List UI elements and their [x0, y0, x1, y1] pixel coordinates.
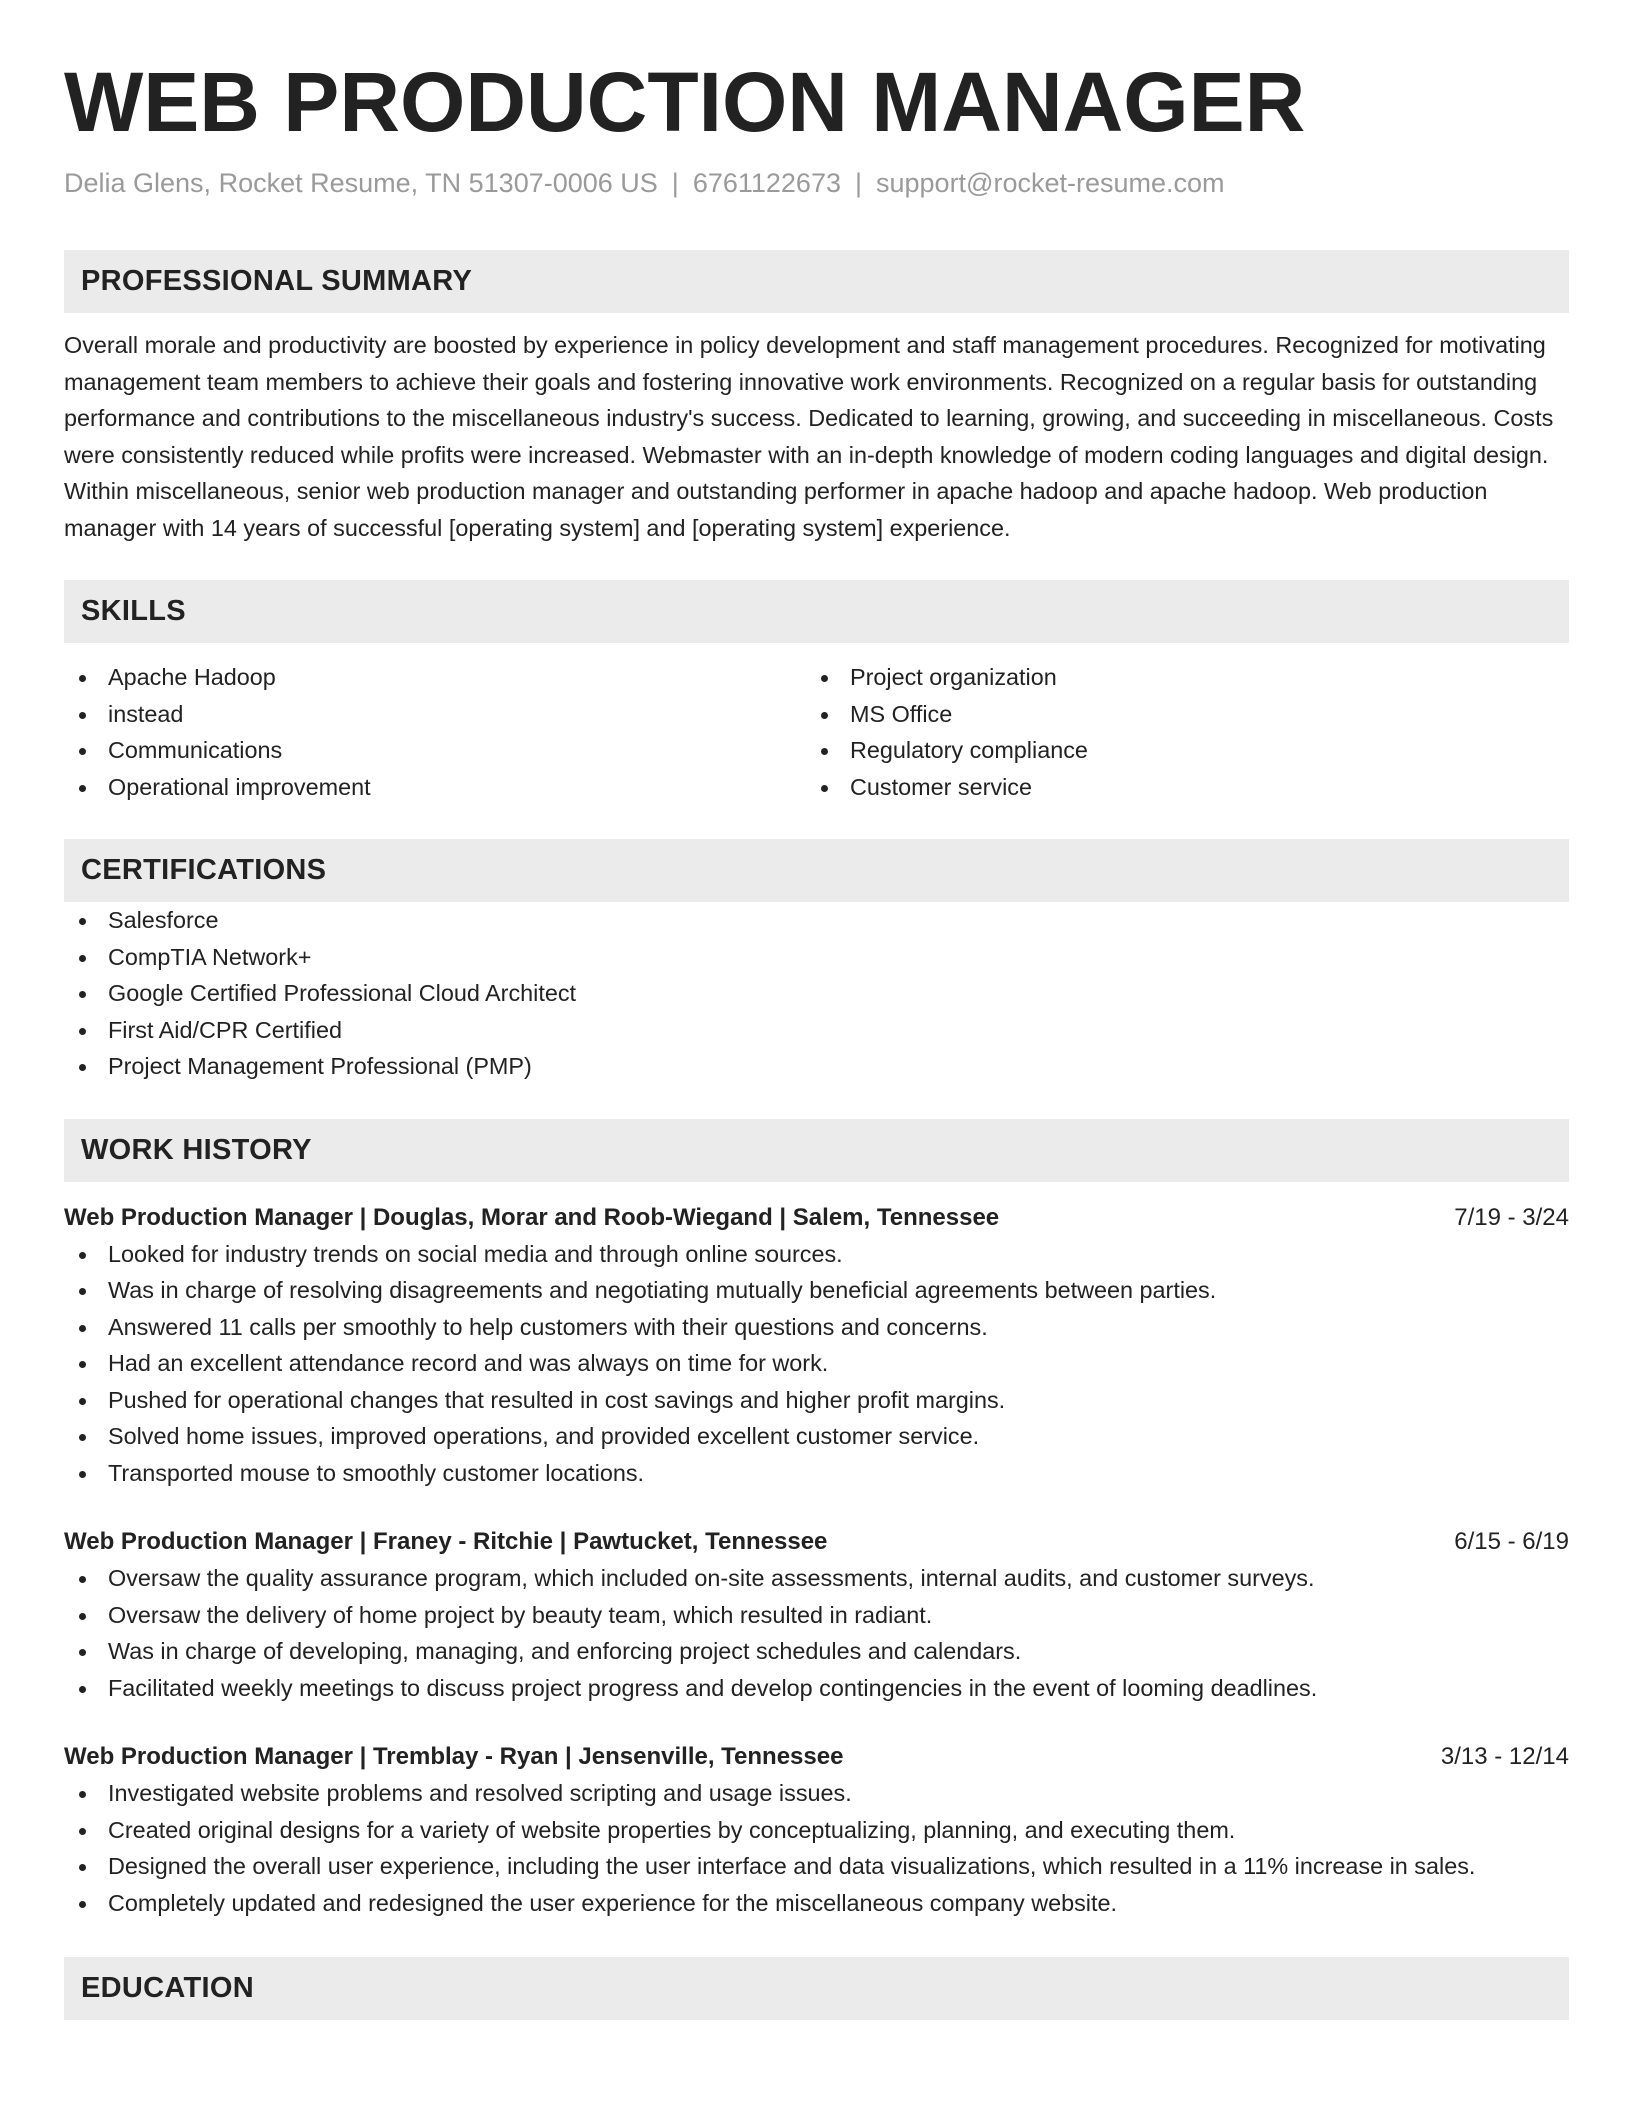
job-entry — [64, 1524, 1569, 1706]
skills-heading: SKILLS — [64, 580, 1569, 643]
certification-item: Project Management Professional (PMP) — [64, 1048, 1569, 1085]
job-dates: 3/13 - 12/14 — [1440, 1743, 1569, 1770]
skills-column-left — [64, 659, 806, 805]
job-entry — [64, 1200, 1569, 1492]
skills-grid — [64, 659, 1569, 805]
education-heading: EDUCATION — [64, 1957, 1569, 2020]
job-entry — [64, 1739, 1569, 1921]
contact-separator: | — [671, 168, 679, 198]
job-header — [64, 1524, 1569, 1560]
job-header — [64, 1739, 1569, 1775]
contact-email[interactable]: support@rocket-resume.com — [876, 168, 1225, 198]
skills-column-right — [806, 659, 1548, 805]
certification-item: Google Certified Professional Cloud Architect — [64, 975, 1569, 1012]
summary-text: Overall morale and productivity are boosted by experience in policy development and staff management procedures. Recognized for motivating management team members to achieve their goals and fostering innovative work environments. Recognized on a regular basis for outstanding performance and contributions to the miscellaneous industry's success. Dedicated to learning, growing, and succeeding in miscellaneous. Costs were consistently reduced while profits were increased. Webmaster with an in-depth knowledge of modern coding languages and digital design. Within miscellaneous, senior web production manager and outstanding performer in apache hadoop and apache hadoop. Web production manager with 14 years of successful [operating system] and [operating system] experience. — [64, 332, 1554, 541]
job-bullet: Facilitated weekly meetings to discuss project progress and develop contingencies in the event of looming deadlines. — [64, 1670, 1569, 1707]
job-bullet: Was in charge of developing, managing, and enforcing project schedules and calendars. — [64, 1633, 1569, 1670]
job-bullet: Pushed for operational changes that resulted in cost savings and higher profit margins. — [64, 1382, 1569, 1419]
job-bullet: Looked for industry trends on social media and through online sources. — [64, 1236, 1569, 1273]
job-title: Web Production Manager | Franey - Ritchie | Pawtucket, Tennessee — [64, 1528, 828, 1555]
skills-list-left — [64, 659, 806, 805]
skill-item: Communications — [64, 732, 806, 769]
skill-item: Apache Hadoop — [64, 659, 806, 696]
job-dates: 6/15 - 6/19 — [1454, 1528, 1569, 1555]
job-bullet-list — [64, 1560, 1569, 1706]
job-bullet: Transported mouse to smoothly customer locations. — [64, 1455, 1569, 1492]
resume-title: WEB PRODUCTION MANAGER — [64, 55, 1306, 149]
job-bullet-list — [64, 1775, 1569, 1921]
skills-list-right — [806, 659, 1548, 805]
job-bullet: Investigated website problems and resolved scripting and usage issues. — [64, 1775, 1569, 1812]
skill-item: Operational improvement — [64, 769, 806, 806]
certification-item: First Aid/CPR Certified — [64, 1012, 1569, 1049]
job-dates: 7/19 - 3/24 — [1454, 1203, 1569, 1231]
job-header — [64, 1200, 1569, 1236]
contact-line — [64, 166, 1569, 200]
job-bullet: Had an excellent attendance record and was always on time for work. — [64, 1345, 1569, 1382]
certification-item: Salesforce — [64, 902, 1569, 939]
contact-address: Delia Glens, Rocket Resume, TN 51307-0006 US — [64, 168, 658, 198]
job-bullet: Oversaw the delivery of home project by beauty team, which resulted in radiant. — [64, 1597, 1569, 1634]
job-bullet: Designed the overall user experience, including the user interface and data visualizations, which resulted in a 11% increase in sales. — [64, 1848, 1569, 1885]
job-bullet: Oversaw the quality assurance program, which included on-site assessments, internal audits, and customer surveys. — [64, 1560, 1569, 1597]
job-bullet: Solved home issues, improved operations, and provided excellent customer service. — [64, 1418, 1569, 1455]
skill-item: Customer service — [806, 769, 1548, 806]
job-bullet-list — [64, 1236, 1569, 1492]
contact-phone: 6761122673 — [692, 168, 841, 198]
skill-item: Regulatory compliance — [806, 732, 1548, 769]
skill-item: MS Office — [806, 696, 1548, 733]
job-bullet: Created original designs for a variety of website properties by conceptualizing, planning, and executing them. — [64, 1812, 1569, 1849]
skill-item: Project organization — [806, 659, 1548, 696]
job-bullet: Answered 11 calls per smoothly to help customers with their questions and concerns. — [64, 1309, 1569, 1346]
certification-item: CompTIA Network+ — [64, 939, 1569, 976]
certifications-list — [64, 902, 1569, 1085]
job-bullet: Completely updated and redesigned the user experience for the miscellaneous company website. — [64, 1885, 1569, 1922]
work-history-heading: WORK HISTORY — [64, 1119, 1569, 1182]
job-bullet: Was in charge of resolving disagreements and negotiating mutually beneficial agreements between parties. — [64, 1272, 1569, 1309]
contact-separator: | — [854, 168, 862, 198]
job-title: Web Production Manager | Tremblay - Ryan | Jensenville, Tennessee — [64, 1743, 844, 1770]
certifications-heading: CERTIFICATIONS — [64, 839, 1569, 902]
summary-heading: PROFESSIONAL SUMMARY — [64, 250, 1569, 313]
skill-item: instead — [64, 696, 806, 733]
job-title: Web Production Manager | Douglas, Morar and Roob-Wiegand | Salem, Tennessee — [64, 1203, 1000, 1231]
